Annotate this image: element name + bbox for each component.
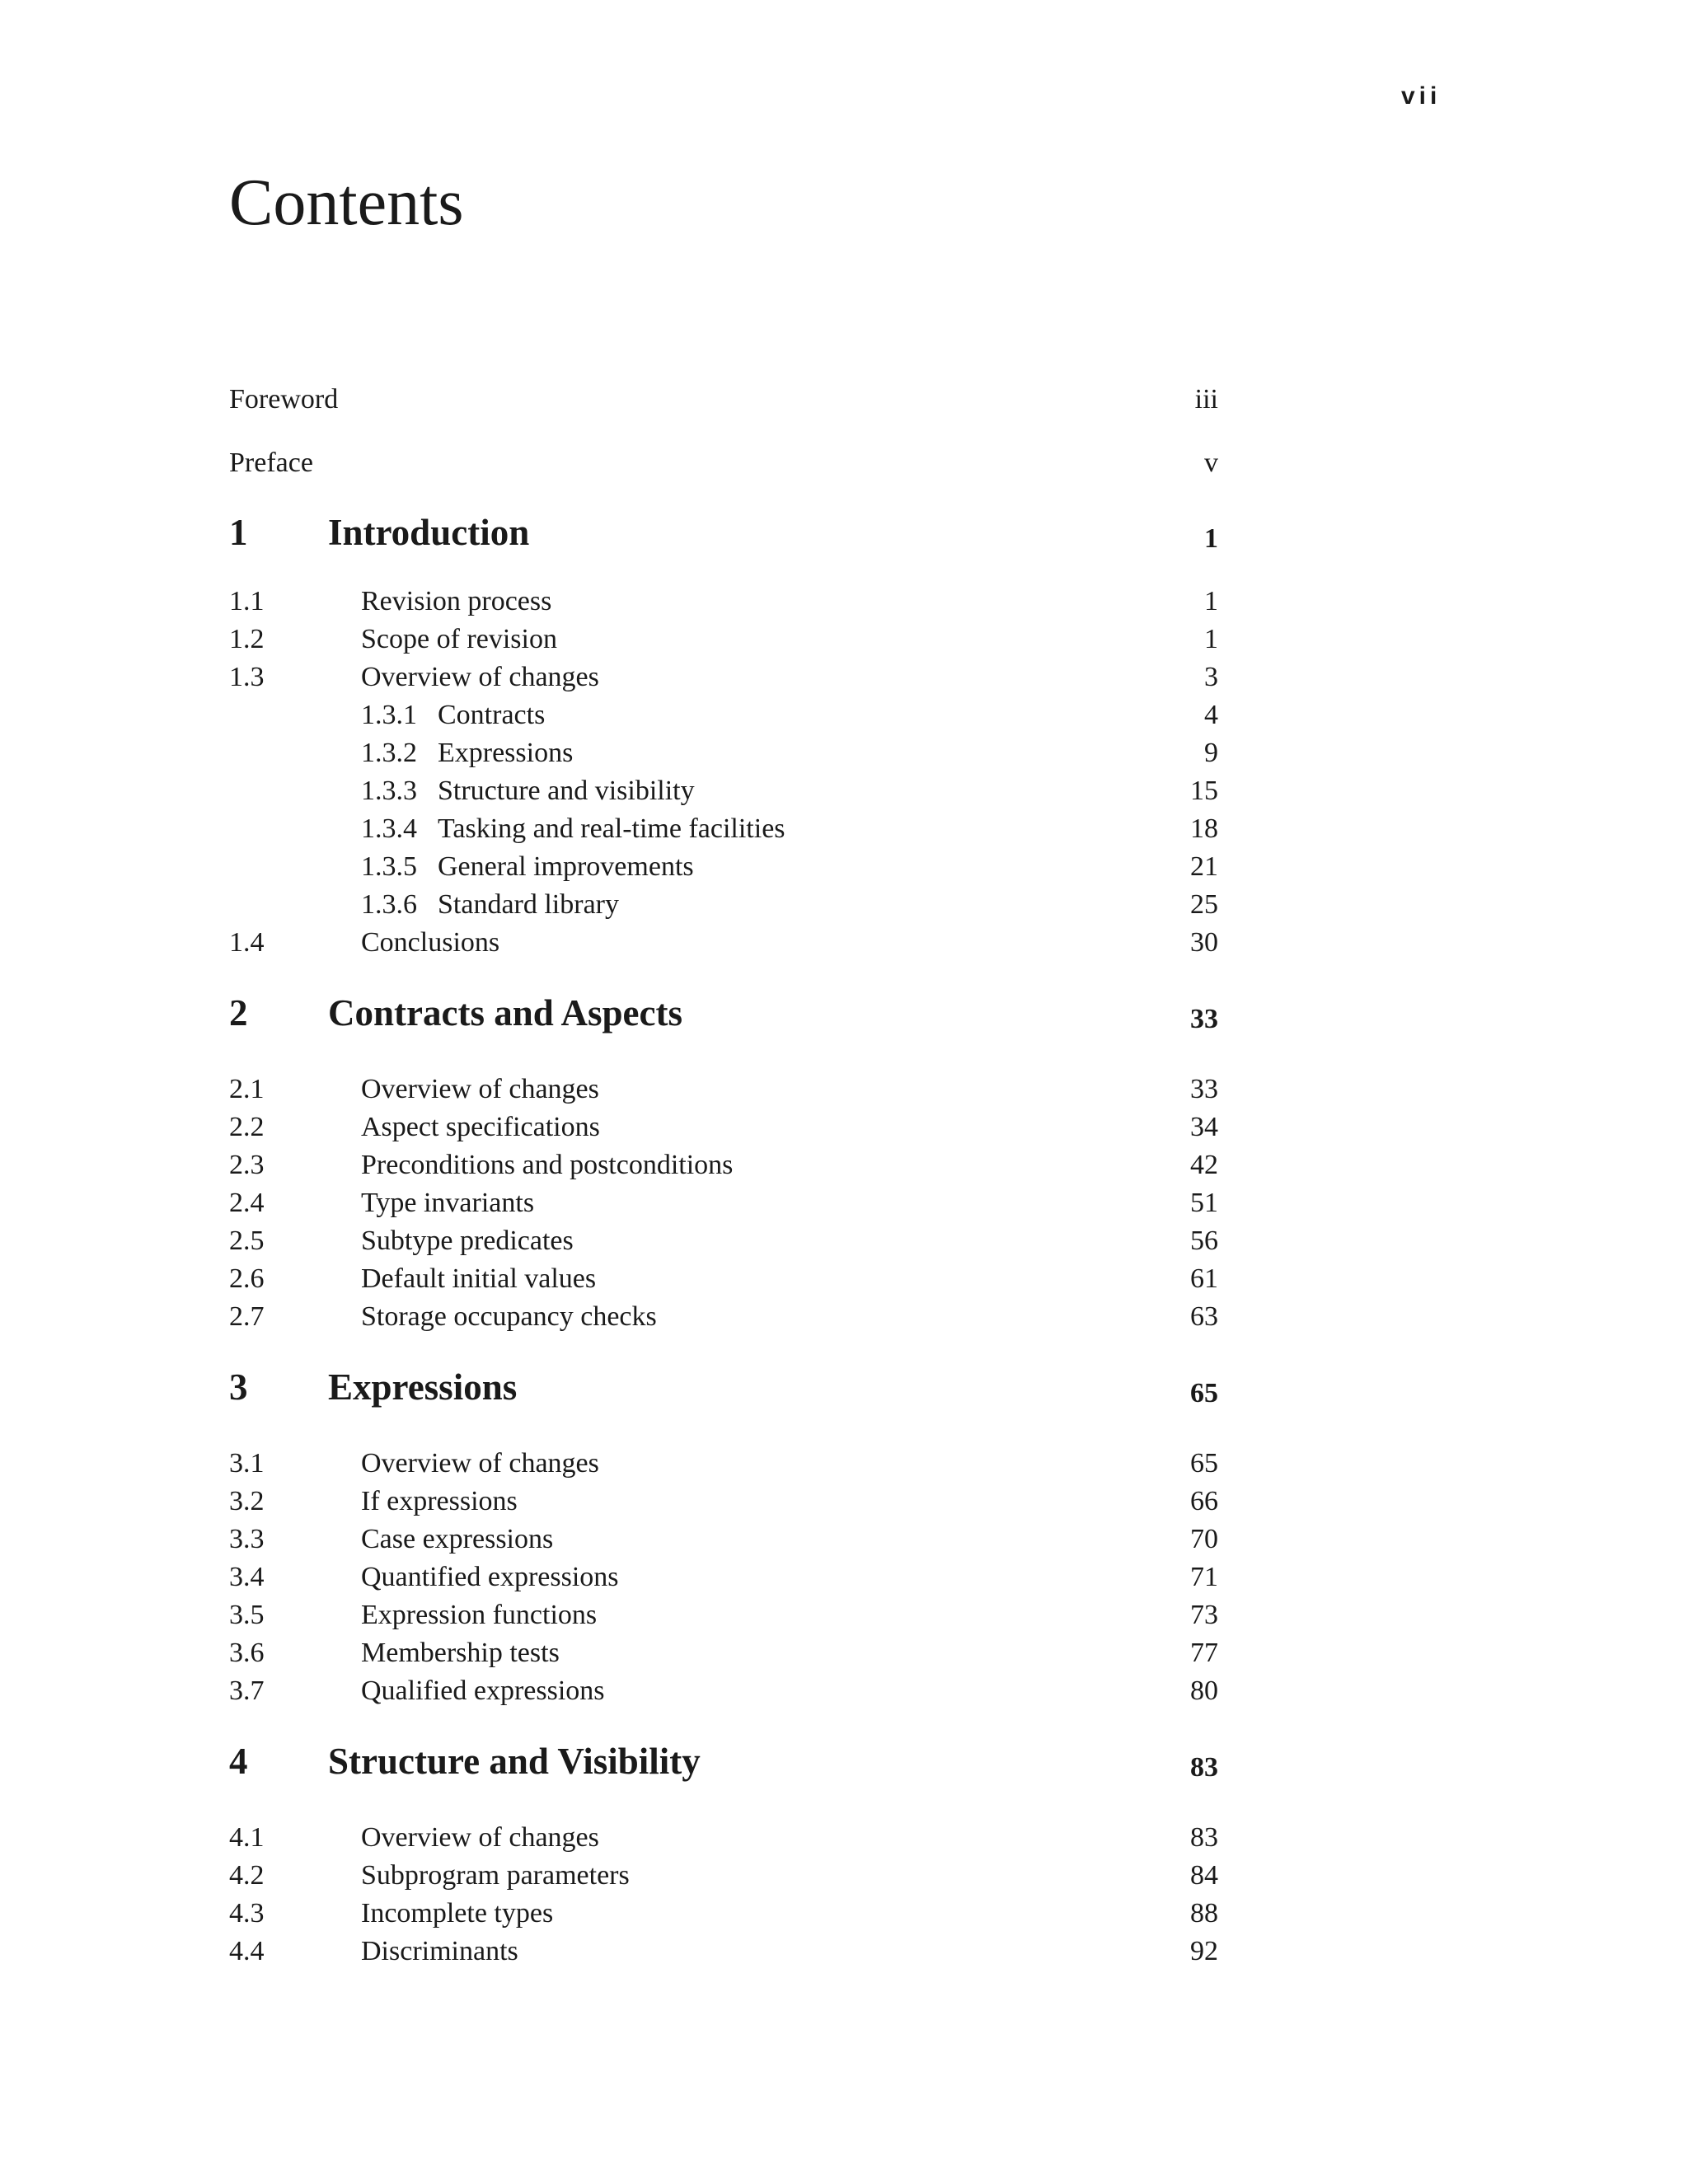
subsection-number: 1.3.4 [361,813,417,844]
subsection-page: 4 [1204,700,1218,730]
section-page: 51 [1190,1188,1218,1218]
section-page: 63 [1190,1301,1218,1332]
toc-entry-foreword[interactable] [229,381,1218,444]
section-page: 56 [1190,1226,1218,1256]
section-title: Conclusions [361,927,500,958]
section-page: 3 [1204,662,1218,692]
section-title: Overview of changes [361,1822,599,1853]
chapter-page: 1 [1204,523,1218,554]
chapter-title: Structure and Visibility [328,1741,701,1782]
toc-section-3-5[interactable] [229,1596,1218,1634]
chapter-page: 33 [1190,1004,1218,1034]
chapter-number: 1 [229,512,248,553]
section-number: 2.2 [229,1112,265,1142]
section-page: 30 [1190,927,1218,958]
section-page: 84 [1190,1860,1218,1891]
toc-chapter-3[interactable] [229,1362,1218,1445]
section-title: Qualified expressions [361,1675,605,1706]
subsection-number: 1.3.3 [361,776,417,806]
page-title: Contents [229,166,464,239]
section-number: 2.7 [229,1301,265,1332]
section-title: If expressions [361,1486,518,1516]
section-number: 1.2 [229,624,265,654]
toc-subsection-1-3-6[interactable] [229,886,1218,924]
section-number: 3.7 [229,1675,265,1706]
subsection-page: 9 [1204,738,1218,768]
subsection-title: Structure and visibility [438,776,695,806]
toc-section-1-3[interactable] [229,658,1218,696]
toc-subsection-1-3-2[interactable] [229,734,1218,772]
section-number: 3.5 [229,1600,265,1630]
section-page: 61 [1190,1263,1218,1294]
section-number: 2.5 [229,1226,265,1256]
subsection-title: General improvements [438,851,694,882]
section-page: 42 [1190,1150,1218,1180]
section-number: 2.4 [229,1188,265,1218]
subsection-page: 25 [1190,889,1218,920]
toc-section-4-1[interactable] [229,1819,1218,1857]
toc-section-1-1[interactable] [229,583,1218,621]
toc-chapter-1[interactable] [229,508,1218,583]
section-number: 2.3 [229,1150,265,1180]
toc-section-2-5[interactable] [229,1222,1218,1260]
chapter-title: Contracts and Aspects [328,992,683,1033]
section-title: Aspect specifications [361,1112,600,1142]
section-title: Revision process [361,586,552,616]
section-page: 65 [1190,1448,1218,1479]
toc-chapter-4[interactable] [229,1736,1218,1819]
toc-entry-label: Preface [229,448,313,478]
subsection-page: 21 [1190,851,1218,882]
page-number: vii [1401,82,1442,110]
section-title: Default initial values [361,1263,597,1294]
chapter-page: 65 [1190,1378,1218,1408]
subsection-number: 1.3.2 [361,738,417,768]
toc-section-2-2[interactable] [229,1108,1218,1146]
section-title: Overview of changes [361,662,599,692]
chapter-title: Expressions [328,1366,518,1408]
toc-subsection-1-3-1[interactable] [229,696,1218,734]
section-title: Storage occupancy checks [361,1301,657,1332]
toc-entry-preface[interactable] [229,444,1218,508]
section-title: Quantified expressions [361,1562,619,1592]
subsection-title: Expressions [438,738,574,768]
chapter-number: 2 [229,992,248,1033]
section-page: 83 [1190,1822,1218,1853]
toc-section-3-6[interactable] [229,1634,1218,1672]
section-title: Scope of revision [361,624,557,654]
section-page: 70 [1190,1524,1218,1554]
section-number: 3.3 [229,1524,265,1554]
section-number: 4.3 [229,1898,265,1929]
section-title: Overview of changes [361,1074,599,1104]
subsection-page: 15 [1190,776,1218,806]
section-page: 73 [1190,1600,1218,1630]
section-number: 1.4 [229,927,265,958]
toc-entry-page: iii [1194,384,1218,415]
toc-chapter-2[interactable] [229,988,1218,1071]
subsection-number: 1.3.6 [361,889,417,920]
section-number: 2.1 [229,1074,265,1104]
section-title: Subprogram parameters [361,1860,630,1891]
section-number: 3.4 [229,1562,265,1592]
table-of-contents [229,381,1218,1971]
toc-section-4-2[interactable] [229,1857,1218,1895]
toc-section-3-4[interactable] [229,1558,1218,1596]
subsection-title: Tasking and real-time facilities [438,813,785,844]
section-number: 3.2 [229,1486,265,1516]
section-title: Preconditions and postconditions [361,1150,734,1180]
section-number: 3.6 [229,1638,265,1668]
chapter-number: 4 [229,1741,248,1782]
toc-section-3-3[interactable] [229,1521,1218,1558]
section-page: 88 [1190,1898,1218,1929]
toc-section-2-4[interactable] [229,1184,1218,1222]
subsection-title: Standard library [438,889,619,920]
toc-section-1-4[interactable] [229,924,1218,988]
section-page: 80 [1190,1675,1218,1706]
toc-subsection-1-3-4[interactable] [229,810,1218,848]
section-number: 1.1 [229,586,265,616]
chapter-title: Introduction [328,512,530,553]
section-title: Subtype predicates [361,1226,574,1256]
section-page: 33 [1190,1074,1218,1104]
section-page: 71 [1190,1562,1218,1592]
section-title: Incomplete types [361,1898,554,1929]
subsection-title: Contracts [438,700,546,730]
chapter-number: 3 [229,1366,248,1408]
toc-section-4-3[interactable] [229,1895,1218,1933]
toc-section-2-1[interactable] [229,1071,1218,1108]
section-number: 1.3 [229,662,265,692]
chapter-page: 83 [1190,1752,1218,1783]
subsection-number: 1.3.5 [361,851,417,882]
section-title: Case expressions [361,1524,554,1554]
section-number: 4.1 [229,1822,265,1853]
section-page: 77 [1190,1638,1218,1668]
toc-subsection-1-3-5[interactable] [229,848,1218,886]
section-title: Expression functions [361,1600,598,1630]
section-title: Membership tests [361,1638,560,1668]
section-page: 66 [1190,1486,1218,1516]
toc-section-3-7[interactable] [229,1672,1218,1736]
section-page: 1 [1204,586,1218,616]
toc-section-2-7[interactable] [229,1298,1218,1362]
section-title: Overview of changes [361,1448,599,1479]
toc-section-4-4[interactable] [229,1933,1218,1971]
toc-section-2-3[interactable] [229,1146,1218,1184]
subsection-page: 18 [1190,813,1218,844]
toc-entry-page: v [1204,448,1218,478]
toc-subsection-1-3-3[interactable] [229,772,1218,810]
subsection-number: 1.3.1 [361,700,417,730]
section-page: 92 [1190,1936,1218,1966]
section-number: 4.2 [229,1860,265,1891]
toc-section-3-1[interactable] [229,1445,1218,1483]
section-title: Discriminants [361,1936,518,1966]
toc-section-2-6[interactable] [229,1260,1218,1298]
section-number: 3.1 [229,1448,265,1479]
section-number: 4.4 [229,1936,265,1966]
toc-entry-label: Foreword [229,384,339,415]
section-title: Type invariants [361,1188,535,1218]
toc-section-3-2[interactable] [229,1483,1218,1521]
section-number: 2.6 [229,1263,265,1294]
section-page: 1 [1204,624,1218,654]
toc-section-1-2[interactable] [229,621,1218,658]
section-page: 34 [1190,1112,1218,1142]
